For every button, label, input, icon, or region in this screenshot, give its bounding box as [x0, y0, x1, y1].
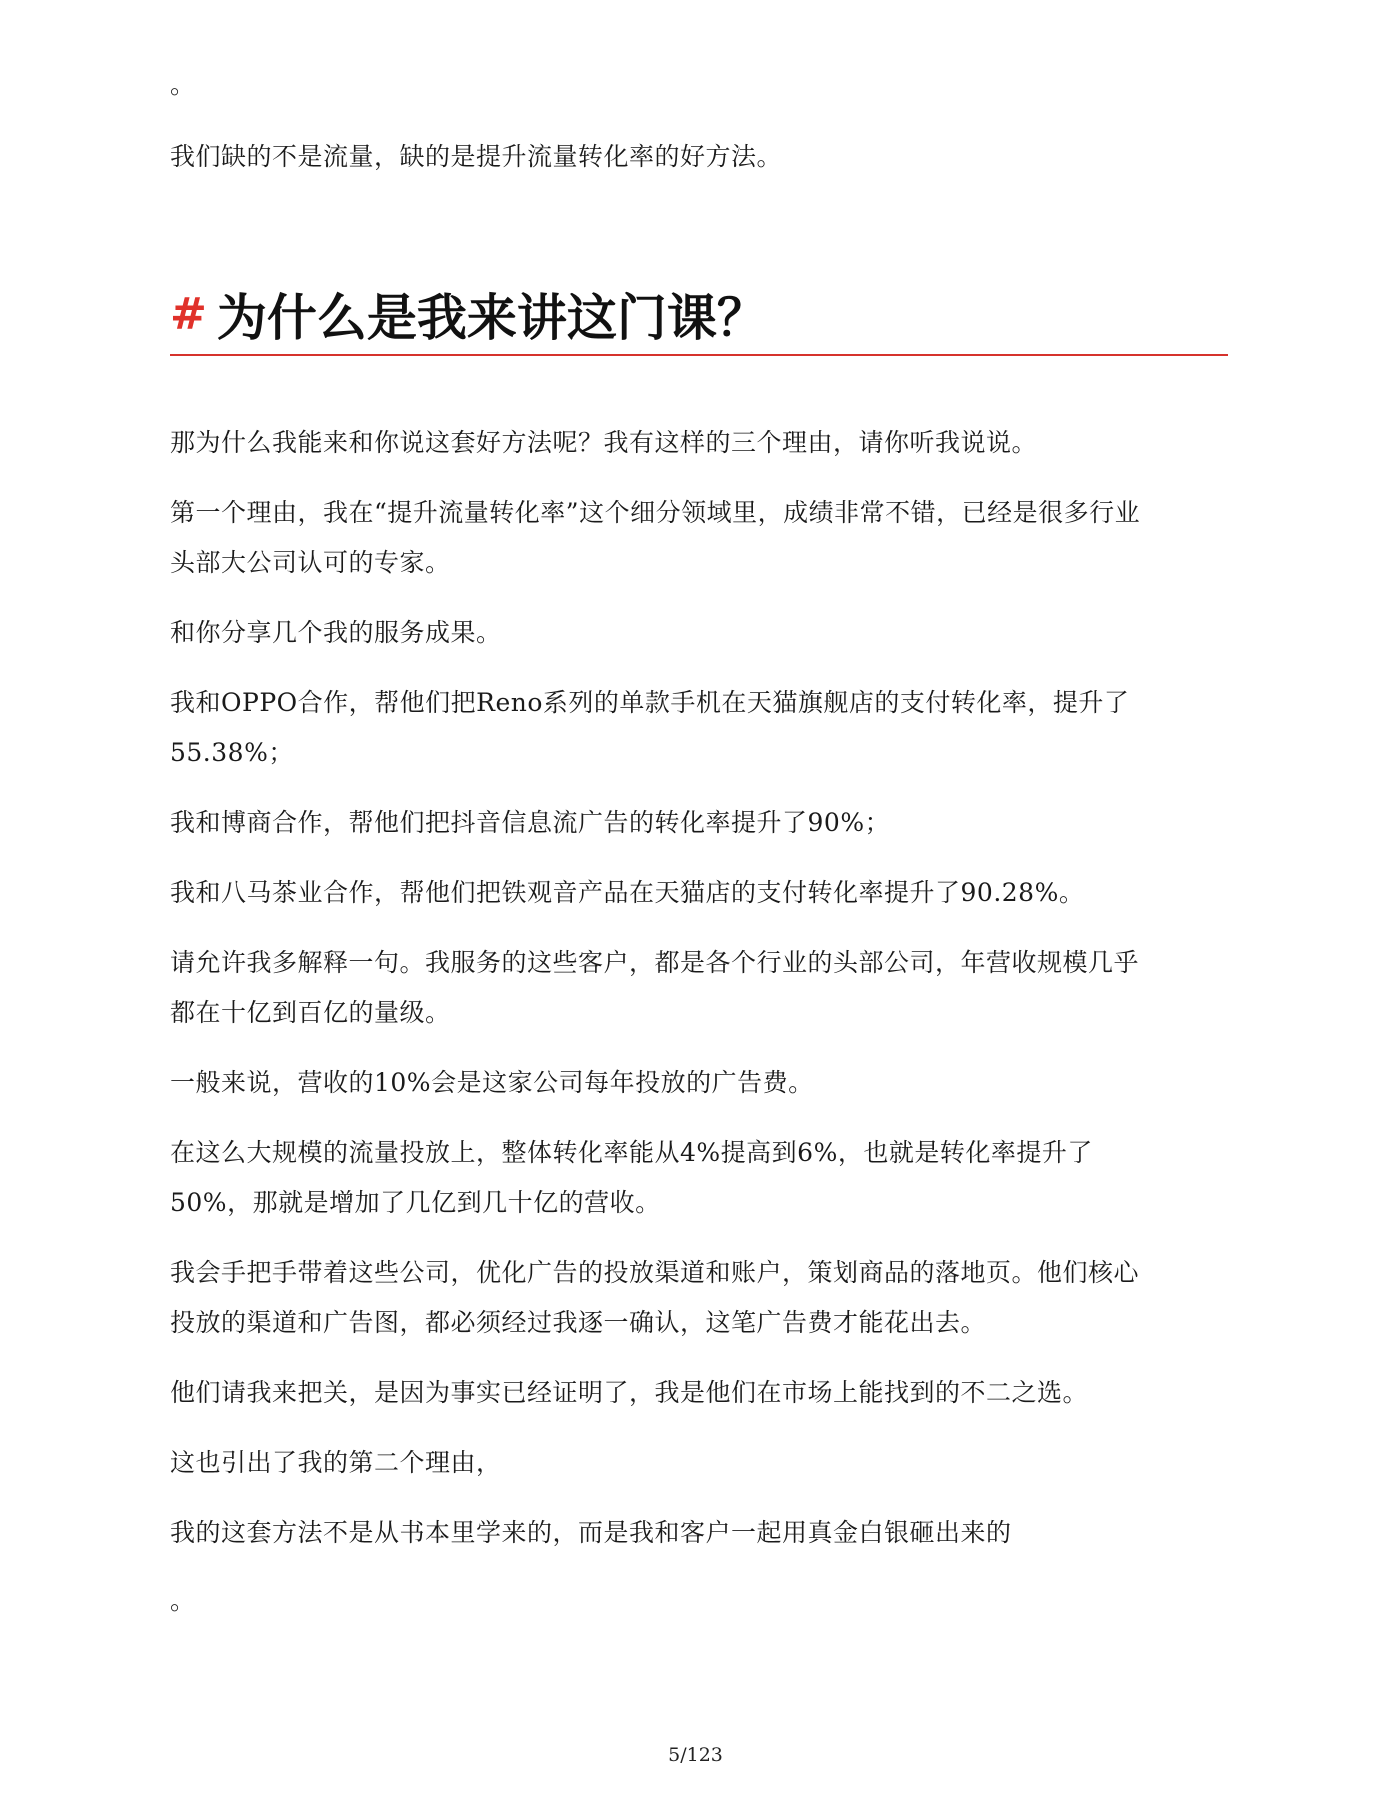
- paragraph: 他们请我来把关，是因为事实已经证明了，我是他们在市场上能找到的不二之选。: [170, 1378, 1089, 1407]
- paragraph: 我和博商合作，帮他们把抖音信息流广告的转化率提升了90%；: [170, 808, 891, 837]
- paragraph: 一般来说，营收的10%会是这家公司每年投放的广告费。: [170, 1068, 814, 1097]
- paragraph: 我的这套方法不是从书本里学来的，而是我和客户一起用真金白银砸出来的: [170, 1518, 1012, 1547]
- paragraph: 这也引出了我的第二个理由，: [170, 1448, 502, 1477]
- heading-title: 为什么是我来讲这门课？: [216, 289, 767, 347]
- stray-period: 。: [170, 70, 196, 99]
- paragraph: 和你分享几个我的服务成果。: [170, 618, 502, 647]
- intro-sentence: 我们缺的不是流量，缺的是提升流量转化率的好方法。: [170, 142, 783, 171]
- section-heading: [170, 278, 1228, 356]
- paragraph: 请允许我多解释一句。我服务的这些客户，都是各个行业的头部公司，年营收规模几乎 都在十亿到百亿的量级。: [170, 948, 1140, 1027]
- paragraph: 我和八马茶业合作，帮他们把铁观音产品在天猫店的支付转化率提升了90.28%。: [170, 878, 1085, 907]
- page-number: 5/123: [668, 1744, 723, 1766]
- paragraph: 我会手把手带着这些公司，优化广告的投放渠道和账户，策划商品的落地页。他们核心 投放的渠道和广告图，都必须经过我逐一确认，这笔广告费才能花出去。: [170, 1258, 1140, 1337]
- paragraph: 我和OPPO合作，帮他们把Reno系列的单款手机在天猫旗舰店的支付转化率，提升了 55.38%；: [170, 688, 1130, 767]
- paragraph: 在这么大规模的流量投放上，整体转化率能从4%提高到6%，也就是转化率提升了 50%，那就是增加了几亿到几十亿的营收。: [170, 1138, 1093, 1217]
- body-text: [170, 418, 1230, 1626]
- paragraph: 第一个理由，我在“提升流量转化率”这个细分领域里，成绩非常不错，已经是很多行业 头部大公司认可的专家。: [170, 498, 1141, 577]
- heading-hash-marker: #: [170, 288, 207, 340]
- intro-block: [170, 60, 1230, 182]
- stray-period: 。: [170, 1586, 196, 1615]
- paragraph: 那为什么我能来和你说这套好方法呢？我有这样的三个理由，请你听我说说。: [170, 428, 1038, 457]
